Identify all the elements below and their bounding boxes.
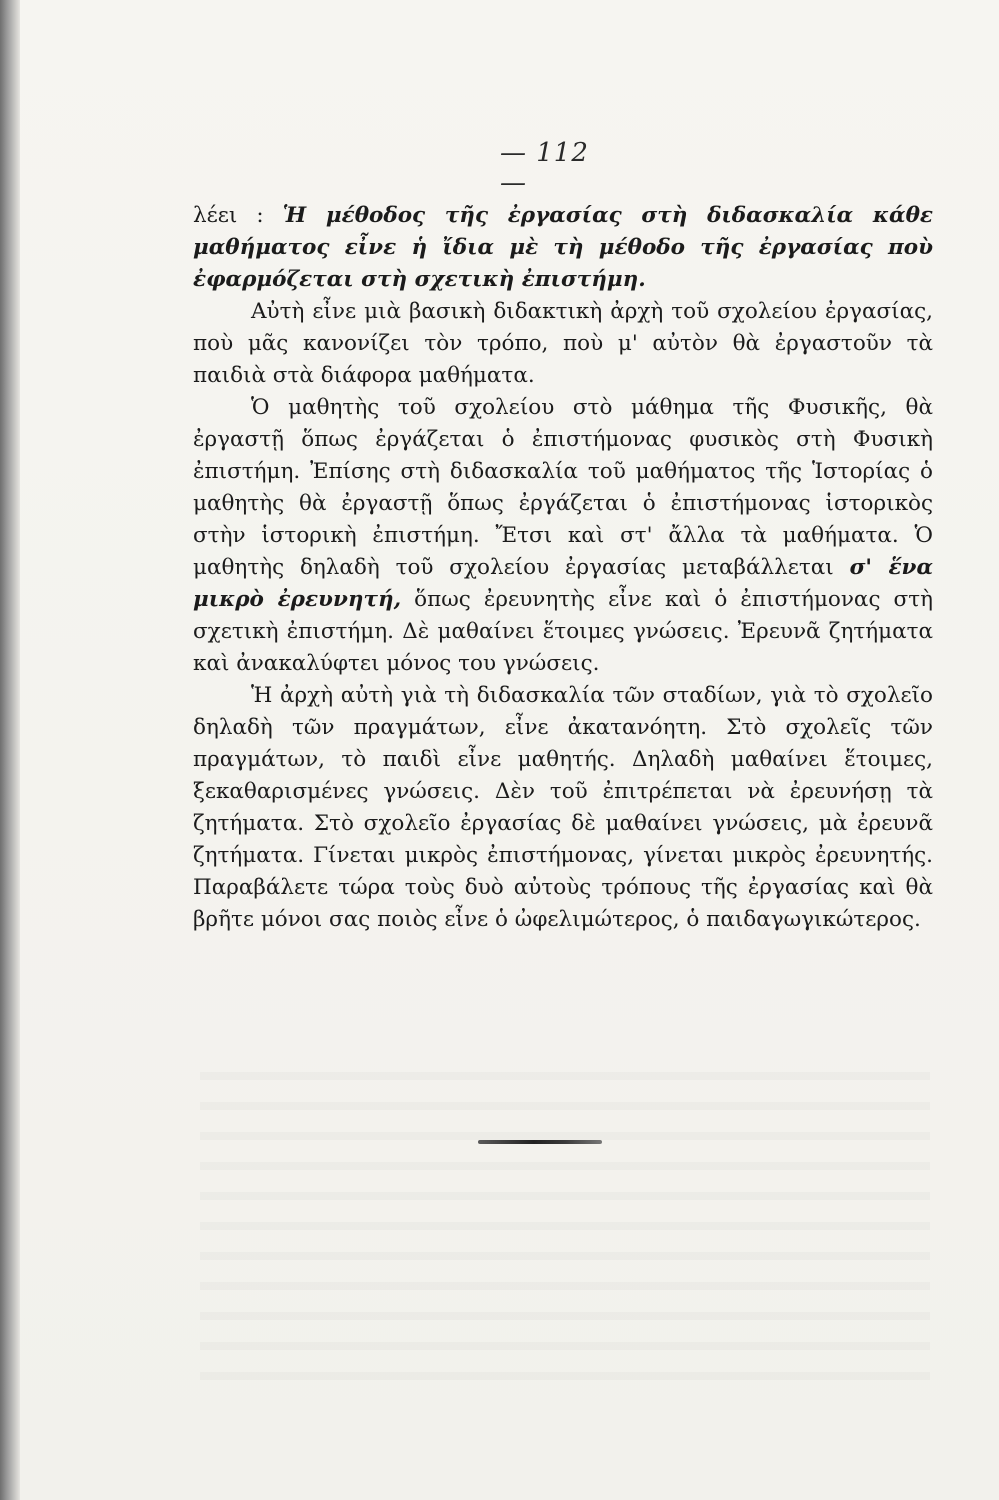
researcher-emphasis: σ' ἕνα μικρὸ ἐρευνητή,: [193, 555, 934, 612]
body-text: [193, 200, 933, 936]
paragraph-student: [193, 392, 933, 680]
page-number: — 112 —: [500, 138, 589, 198]
section-end-rule: [478, 1140, 602, 1144]
bleed-through-texture: [200, 1050, 930, 1380]
page-binding-shadow: [0, 0, 20, 1500]
paragraph-comparison: Ἡ ἀρχὴ αὐτὴ γιὰ τὴ διδασκαλία τῶν σταδίων, γιὰ τὸ σχολεῖο δηλαδὴ τῶν πραγμάτων, εἶνε ἀκατανόητη. Στὸ σχολεῖς τῶν πραγμάτων, τὸ παιδὶ εἶνε μαθητής. Δηλαδὴ μαθαίνει ἕτοιμες, ξεκαθαρισμένες γνώσεις. Δὲν τοῦ ἐπιτρέπεται νὰ ἐρευνήσῃ τὰ ζητήματα. Στὸ σχολεῖο ἐργασίας δὲ μαθαίνει γνώσεις, μὰ ἐρευνᾶ ζητήματα. Γίνεται μικρὸς ἐπιστήμονας, γίνεται μικρὸς ἐρευνητής. Παραβάλετε τώρα τοὺς δυὸ αὐτοὺς τρόπους τῆς ἐργασίας καὶ θὰ βρῆτε μόνοι σας ποιὸς εἶνε ὁ ὠφελιμώτερος, ὁ παιδαγωγικώτερος.: [193, 683, 933, 932]
quote-emphasis: Ἡ μέθοδος τῆς ἐργασίας στὴ διδασκαλία κάθε μαθήματος εἶνε ἡ ἴδια μὲ τὴ μέθοδο τῆς ἐργασίας ποὺ ἐφαρμόζεται στὴ σχετικὴ ἐπιστήμη.: [193, 203, 933, 292]
quote-intro: λέει :: [193, 203, 283, 228]
student-text-b: ὅπως ἐρευνητὴς εἶνε καὶ ὁ ἐπιστήμονας στὴ σχετικὴ ἐπιστήμη. Δὲ μαθαίνει ἕτοιμες γνώσεις. Ἐρευνᾶ ζητήματα καὶ ἀνακαλύφτει μόνος του γνώσεις.: [193, 587, 934, 676]
student-text-a: Ὁ μαθητὴς τοῦ σχολείου στὸ μάθημα τῆς Φυσικῆς, θὰ ἐργαστῇ ὅπως ἐργάζεται ὁ ἐπιστήμονας φυσικὸς στὴ Φυσικὴ ἐπιστήμη. Ἐπίσης στὴ διδασκαλία τοῦ μαθήματος τῆς Ἱστορίας ὁ μαθητὴς θὰ ἐργαστῇ ὅπως ἐργάζεται ὁ ἐπιστήμονας ἱστορικὸς στὴν ἱστορικὴ ἐπιστήμη. Ἔτσι καὶ στ' ἄλλα τὰ μαθήματα. Ὁ μαθητὴς δηλαδὴ τοῦ σχολείου ἐργασίας μεταβάλλεται: [193, 395, 933, 580]
paragraph-quote: [193, 200, 933, 296]
paragraph-principle: Αὐτὴ εἶνε μιὰ βασικὴ διδακτικὴ ἀρχὴ τοῦ σχολείου ἐργασίας, ποὺ μᾶς κανονίζει τὸν τρόπο, ποὺ μ' αὐτὸν θὰ ἐργαστοῦν τὰ παιδιὰ στὰ διάφορα μαθήματα.: [193, 299, 933, 388]
